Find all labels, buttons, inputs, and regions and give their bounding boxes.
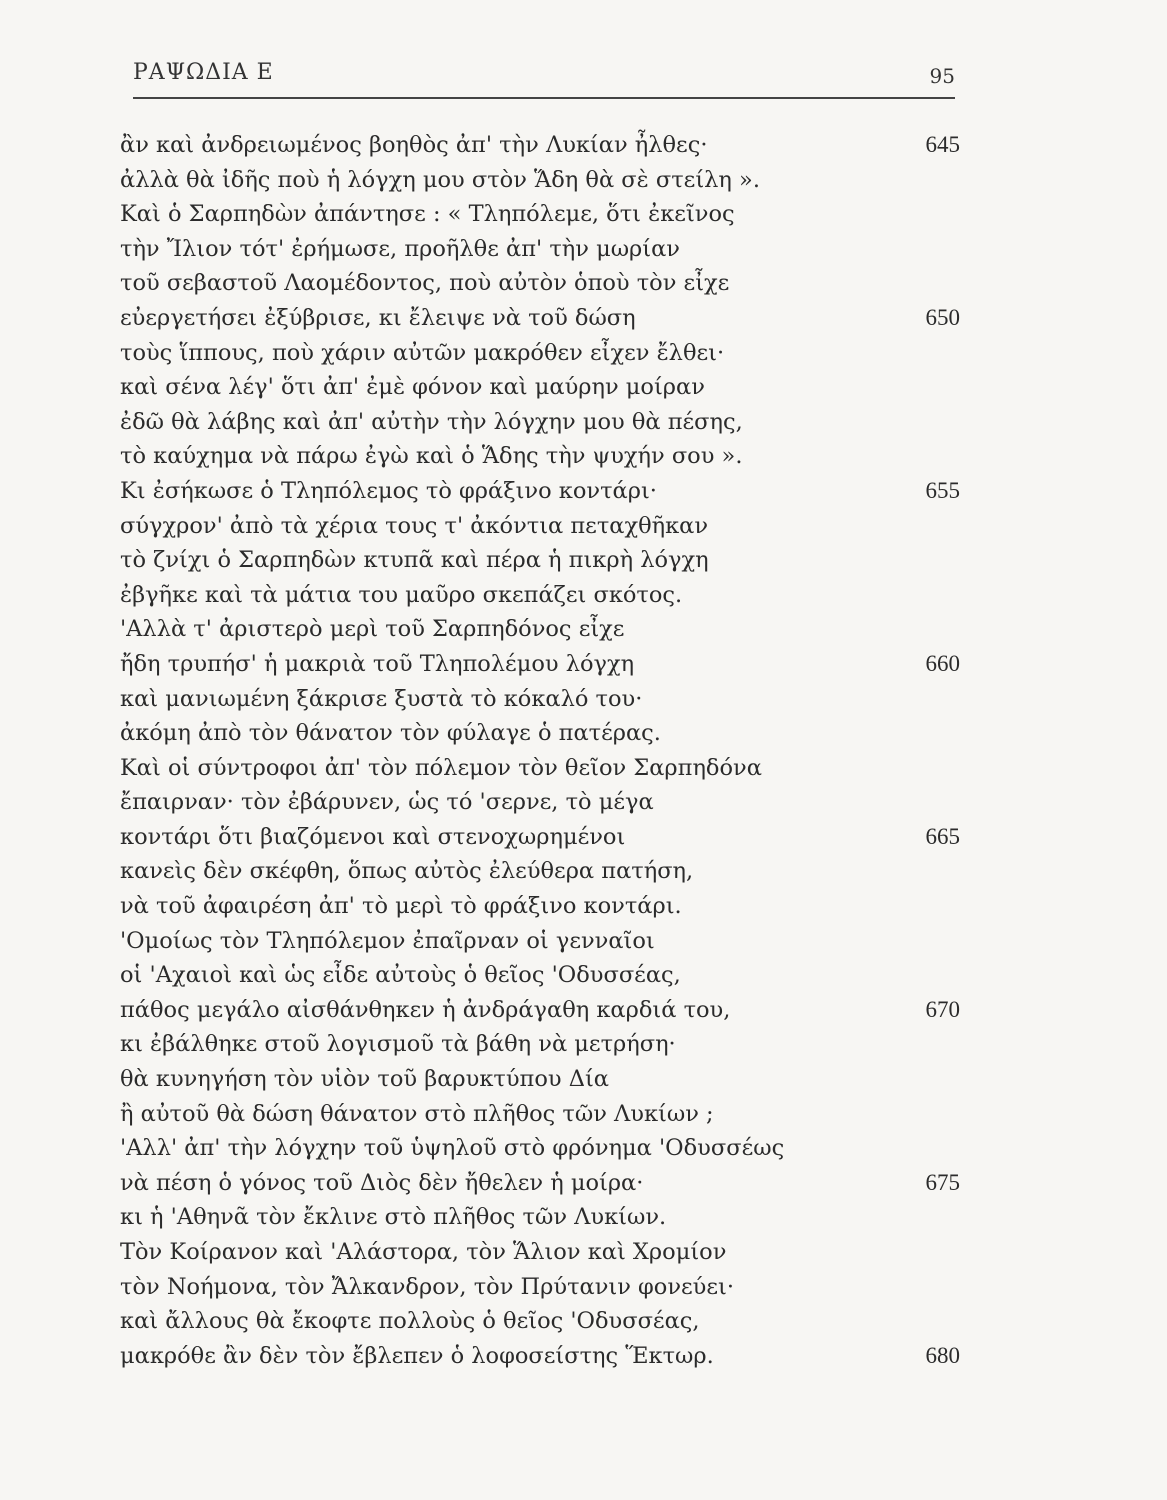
- line-number: 650: [925, 304, 960, 330]
- page-number: 95: [929, 64, 955, 88]
- verse-text: καὶ σένα λέγ' ὅτι ἀπ' ἐμὲ φόνον καὶ μαύρην μοίραν: [120, 374, 705, 401]
- verse-line: [120, 1166, 960, 1201]
- verse-text: ἔπαιρναν· τὸν ἐβάρυνεν, ὡς τό 'σερνε, τὸ μέγα: [120, 789, 654, 816]
- verse-text: Καὶ ὁ Σαρπηδὼν ἀπάντησε : « Τληπόλεμε, ὅτι ἐκεῖνος: [120, 201, 735, 228]
- verse-line: [120, 370, 960, 405]
- header-rule: [133, 97, 955, 99]
- verse-text: καὶ μανιωμένη ξάκρισε ξυστὰ τὸ κόκαλό του·: [120, 685, 643, 712]
- verse-line: [120, 889, 960, 924]
- verse-line: [120, 682, 960, 717]
- verse-text: τὸ ζνίχι ὁ Σαρπηδὼν κτυπᾶ καὶ πέρα ἡ πικρὴ λόγχη: [120, 547, 709, 574]
- verse-text: κι ἡ 'Αθηνᾶ τὸν ἔκλινε στὸ πλῆθος τῶν Λυκίων.: [120, 1204, 667, 1231]
- verse-text: καὶ ἄλλους θὰ ἔκοφτε πολλοὺς ὁ θεῖος 'Οδυσσέας,: [120, 1308, 700, 1335]
- verse-line: [120, 716, 960, 751]
- verse-line: [120, 578, 960, 613]
- verse-line: [120, 474, 960, 509]
- verse-line: [120, 993, 960, 1028]
- verse-text: μακρόθε ἂν δὲν τὸν ἔβλεπεν ὁ λοφοσείστης Ἕκτωρ.: [120, 1342, 714, 1369]
- verse-line: [120, 1200, 960, 1235]
- verse-line: [120, 1235, 960, 1270]
- line-number: 680: [925, 1342, 960, 1368]
- running-head: ΡΑΨΩΔΙΑ Ε: [133, 60, 274, 85]
- verse-line: [120, 163, 960, 198]
- verse-text: ἐδῶ θὰ λάβης καὶ ἀπ' αὐτὴν τὴν λόγχην μου θὰ πέσης,: [120, 408, 743, 435]
- verse-line: [120, 1304, 960, 1339]
- verse-line: [120, 336, 960, 371]
- line-number: 670: [925, 996, 960, 1022]
- verse-line: [120, 1027, 960, 1062]
- verse-line: [120, 1097, 960, 1132]
- verse-text: τοῦ σεβαστοῦ Λαομέδοντος, ποὺ αὐτὸν ὁποὺ τὸν εἶχε: [120, 270, 730, 297]
- verse-text: ἐβγῆκε καὶ τὰ μάτια του μαῦρο σκεπάζει σκότος.: [120, 581, 683, 608]
- verse-line: [120, 751, 960, 786]
- verse-text: κοντάρι ὅτι βιαζόμενοι καὶ στενοχωρημένοι: [120, 823, 626, 850]
- page-header: [133, 60, 955, 96]
- verse-line: [120, 509, 960, 544]
- verse-text: τὴν Ἴλιον τότ' ἐρήμωσε, προῆλθε ἀπ' τὴν μωρίαν: [120, 235, 680, 262]
- verse-line: [120, 1270, 960, 1305]
- verse-text: πάθος μεγάλο αἰσθάνθηκεν ἡ ἀνδράγαθη καρδιά του,: [120, 996, 731, 1023]
- line-number: 655: [925, 477, 960, 503]
- verse-text: κανεὶς δὲν σκέφθη, ὅπως αὐτὸς ἐλεύθερα πατήση,: [120, 858, 694, 885]
- verse-line: [120, 301, 960, 336]
- verse-text: 'Αλλ' ἀπ' τὴν λόγχην τοῦ ὑψηλοῦ στὸ φρόνημα 'Οδυσσέως: [120, 1135, 785, 1162]
- verse-text: ἢ αὐτοῦ θὰ δώση θάνατον στὸ πλῆθος τῶν Λυκίων ;: [120, 1100, 714, 1127]
- verse-line: [120, 924, 960, 959]
- verse-line: [120, 543, 960, 578]
- verse-line: [120, 958, 960, 993]
- line-number: 675: [925, 1169, 960, 1195]
- verse-line: [120, 854, 960, 889]
- verse-line: [120, 1339, 960, 1374]
- verse-line: [120, 232, 960, 267]
- verse-line: [120, 197, 960, 232]
- verse-text: ἀκόμη ἀπὸ τὸν θάνατον τὸν φύλαγε ὁ πατέρας.: [120, 720, 661, 747]
- verse-line: [120, 266, 960, 301]
- verse-text: νὰ τοῦ ἀφαιρέση ἀπ' τὸ μερὶ τὸ φράξινο κοντάρι.: [120, 893, 682, 920]
- verse-text: Τὸν Κοίρανον καὶ 'Αλάστορα, τὸν Ἅλιον καὶ Χρομίον: [120, 1239, 727, 1265]
- verse-text: 'Αλλὰ τ' ἀριστερὸ μερὶ τοῦ Σαρπηδόνος εἶχε: [120, 616, 625, 643]
- verse-line: [120, 1062, 960, 1097]
- line-number: 645: [925, 132, 960, 157]
- verse-text: τὸ καύχημα νὰ πάρω ἐγὼ καὶ ὁ Ἅδης τὴν ψυχήν σου ».: [120, 443, 743, 470]
- verse-text: σύγχρον' ἀπὸ τὰ χέρια τους τ' ἀκόντια πεταχθῆκαν: [120, 512, 709, 539]
- verse-text: Κι ἐσήκωσε ὁ Τληπόλεμος τὸ φράξινο κοντάρι·: [120, 477, 657, 504]
- verse-line: [120, 439, 960, 474]
- verse-text: τοὺς ἵππους, ποὺ χάριν αὐτῶν μακρόθεν εἶχεν ἔλθει·: [120, 339, 725, 366]
- line-number: 665: [925, 823, 960, 849]
- verse-text: θὰ κυνηγήση τὸν υἱὸν τοῦ βαρυκτύπου Δία: [120, 1066, 609, 1093]
- verse-text: τὸν Νοήμονα, τὸν Ἄλκανδρον, τὸν Πρύτανιν φονεύει·: [120, 1273, 734, 1300]
- verse-line: [120, 647, 960, 682]
- verse-text: νὰ πέση ὁ γόνος τοῦ Διὸς δὲν ἤθελεν ἡ μοίρα·: [120, 1169, 644, 1196]
- verse-text: εὐεργετήσει ἐξύβρισε, κι ἔλειψε νὰ τοῦ δώση: [120, 304, 636, 331]
- verse-text: ἤδη τρυπήσ' ἡ μακριὰ τοῦ Τληπολέμου λόγχη: [120, 650, 635, 677]
- verse-text: Καὶ οἱ σύντροφοι ἀπ' τὸν πόλεμον τὸν θεῖον Σαρπηδόνα: [120, 754, 762, 781]
- verse-text: οἱ 'Αχαιοὶ καὶ ὡς εἶδε αὐτοὺς ὁ θεῖος 'Οδυσσέας,: [120, 962, 681, 989]
- verse-line: [120, 820, 960, 855]
- verse-block: [120, 128, 960, 1373]
- line-number: 660: [925, 650, 960, 676]
- verse-text: ἂν καὶ ἀνδρειωμένος βοηθὸς ἀπ' τὴν Λυκίαν ἦλθες·: [120, 132, 708, 158]
- verse-line: [120, 128, 960, 163]
- verse-line: [120, 612, 960, 647]
- verse-text: κι ἐβάλθηκε στοῦ λογισμοῦ τὰ βάθη νὰ μετρήση·: [120, 1031, 676, 1058]
- verse-text: ἀλλὰ θὰ ἰδῆς ποὺ ἡ λόγχη μου στὸν Ἅδη θὰ σὲ στείλη ».: [120, 166, 760, 193]
- verse-text: 'Ομοίως τὸν Τληπόλεμον ἐπαῖρναν οἱ γενναῖοι: [120, 927, 655, 954]
- verse-line: [120, 1131, 960, 1166]
- verse-line: [120, 785, 960, 820]
- verse-line: [120, 405, 960, 440]
